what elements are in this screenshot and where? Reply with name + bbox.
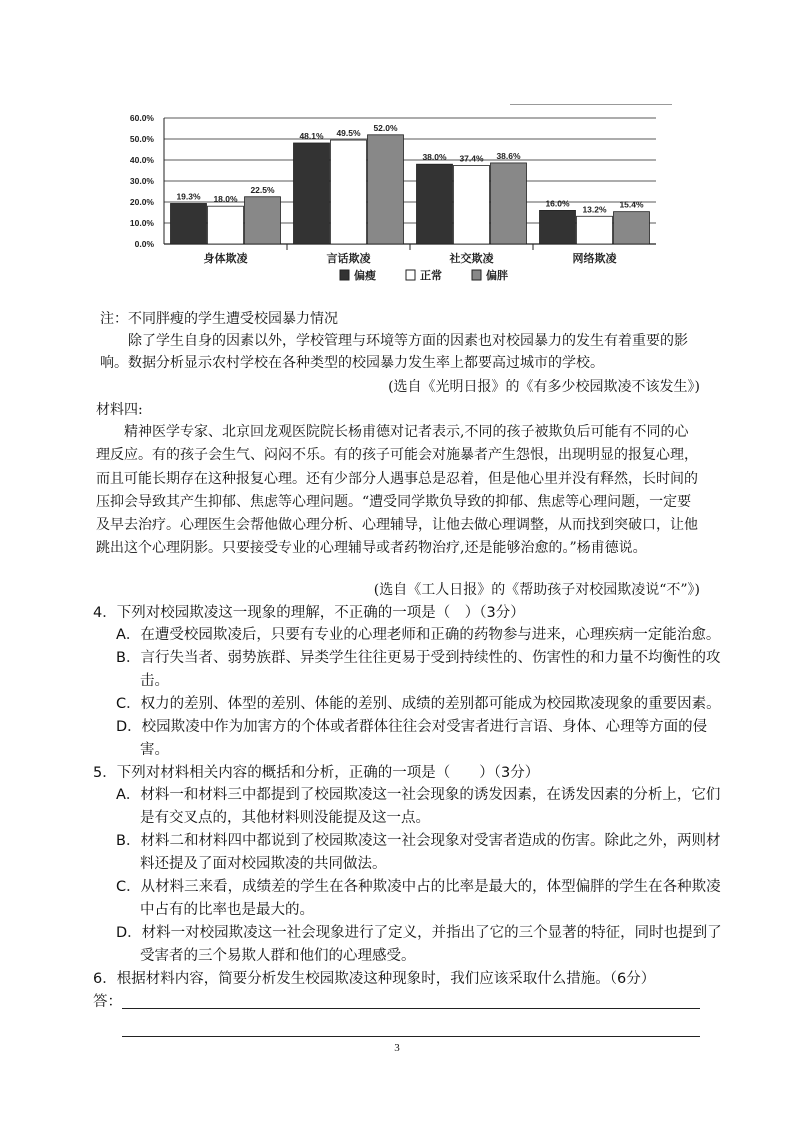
y-tick-label: 30.0% — [129, 176, 154, 186]
bar-chart — [110, 96, 680, 296]
data-label: 38.0% — [422, 152, 447, 163]
data-label: 19.3% — [176, 191, 201, 202]
material4-paragraph: 精神医学专家、北京回龙观医院院长杨甫德对记者表示,不同的孩子被欺负后可能有不同的心理反应。有的孩子会生气、闷闷不乐。有的孩子可能会对施暴者产生怨恨，出现明显的报复心理，而且可能长期存在这种报复心理。还有少部分人遇事总是忍着，但是他心里并没有释然，长时间的压抑会导致其产生抑郁、焦虑等心理问题。“遭受同学欺负导致的抑郁、焦虑等心理问题，一定要及早去治疗。心理医生会帮他做心理分析、心理辅导，让他去做心理调整，从而找到突破口，让他跳出这个心理阴影。只要接受专业的心理辅导或者药物治疗,还是能够治愈的。”杨甫德说。 — [96, 424, 698, 557]
bar-偏瘦 — [540, 210, 576, 244]
y-tick-label: 0.0% — [134, 239, 154, 249]
legend-label: 正常 — [420, 269, 442, 282]
data-label: 48.1% — [299, 130, 324, 141]
bar-正常 — [577, 216, 613, 244]
y-tick-label: 40.0% — [129, 155, 154, 165]
legend-swatch — [472, 270, 481, 280]
question-4-stem: 4．下列对校园欺凌这一现象的理解，不正确的一项是（ ）（3分） — [93, 605, 525, 621]
chart-note: 注：不同胖瘦的学生遭受校园暴力情况 — [100, 311, 338, 327]
question-5-stem: 5．下列对材料相关内容的概括和分析，正确的一项是（ ）（3分） — [93, 765, 540, 781]
legend-swatch — [406, 270, 415, 280]
question-4-option-a: A．在遭受校园欺凌后，只要有专业的心理老师和正确的药物参与进来，心理疾病一定能治愈。 — [116, 627, 721, 643]
material4-heading: 材料四: — [96, 402, 143, 418]
bar-偏胖 — [245, 197, 281, 244]
bar-偏胖 — [614, 212, 650, 244]
y-tick-label: 10.0% — [129, 218, 154, 228]
y-tick-label: 50.0% — [129, 134, 154, 144]
material4-source: (选自《工人日报》的《帮助孩子对校园欺凌说“不”》) — [373, 582, 700, 598]
legend-label: 偏胖 — [486, 269, 508, 282]
bar-偏胖 — [368, 135, 404, 244]
bar-偏胖 — [491, 163, 527, 244]
question-4-option-c: C．权力的差别、体型的差别、体能的差别、成绩的差别都可能成为校园欺凌现象的重要因素。 — [116, 696, 721, 712]
bar-偏瘦 — [171, 203, 207, 244]
bar-偏瘦 — [294, 143, 330, 244]
data-label: 16.0% — [545, 198, 570, 209]
legend-label: 偏瘦 — [354, 269, 376, 282]
question-4-option-d: D．校园欺凌中作为加害方的个体或者群体往往会对受害者进行言语、身体、心理等方面的侵害。 — [116, 719, 708, 758]
answer-label: 答： — [93, 994, 122, 1010]
category-label: 社交欺凌 — [449, 252, 494, 265]
data-label: 15.4% — [619, 199, 644, 210]
category-label: 网络欺凌 — [572, 252, 617, 265]
y-tick-label: 60.0% — [129, 113, 154, 123]
material3-paragraph: 除了学生自身的因素以外，学校管理与环境等方面的因素也对校园暴力的发生有着重要的影响。数据分析显示农村学校在各种类型的校园暴力发生率上都要高过城市的学校。 — [100, 333, 688, 371]
data-label: 22.5% — [250, 184, 275, 195]
question-5-option-d: D．材料一对校园欺凌这一社会现象进行了定义，并指出了它的三个显著的特征，同时也提到了受害者的三个易欺人群和他们的心理感受。 — [116, 925, 722, 964]
y-tick-label: 20.0% — [129, 197, 154, 207]
legend-swatch — [340, 270, 349, 280]
data-label: 52.0% — [373, 122, 398, 133]
bar-正常 — [454, 165, 490, 244]
category-label: 言话欺凌 — [326, 252, 371, 265]
bar-正常 — [208, 206, 244, 244]
page-number: 3 — [394, 1042, 400, 1054]
bar-偏瘦 — [417, 164, 453, 244]
data-label: 13.2% — [582, 204, 607, 215]
answer-line-2[interactable] — [122, 1036, 700, 1037]
answer-line-1[interactable] — [122, 1008, 700, 1009]
bar-正常 — [331, 140, 367, 244]
data-label: 49.5% — [336, 128, 361, 139]
category-label: 身体欺凌 — [203, 252, 248, 265]
data-label: 18.0% — [213, 194, 238, 205]
data-label: 37.4% — [459, 153, 484, 164]
question-4-option-b: B．言行失当者、弱势族群、异类学生往往更易于受到持续性的、伤害性的和力量不均衡性的攻击。 — [116, 650, 721, 689]
question-5-option-a: A．材料一和材料三中都提到了校园欺凌这一社会现象的诱发因素，在诱发因素的分析上，它们是有交叉点的，其他材料则没能提及这一点。 — [116, 787, 721, 826]
data-label: 38.6% — [496, 150, 521, 161]
question-5-option-c: C．从材料三来看，成绩差的学生在各种欺凌中占的比率是最大的，体型偏胖的学生在各种欺凌中占有的比率也是最大的。 — [116, 879, 721, 918]
question-6-stem: 6．根据材料内容，简要分析发生校园欺凌这种现象时，我们应该采取什么措施。（6分） — [93, 971, 656, 987]
question-5-option-b: B．材料二和材料四中都说到了校园欺凌这一社会现象对受害者造成的伤害。除此之外，两则材料还提及了面对校园欺凌的共同做法。 — [116, 833, 721, 872]
material3-source: (选自《光明日报》的《有多少校园欺凌不该发生》) — [388, 379, 700, 395]
